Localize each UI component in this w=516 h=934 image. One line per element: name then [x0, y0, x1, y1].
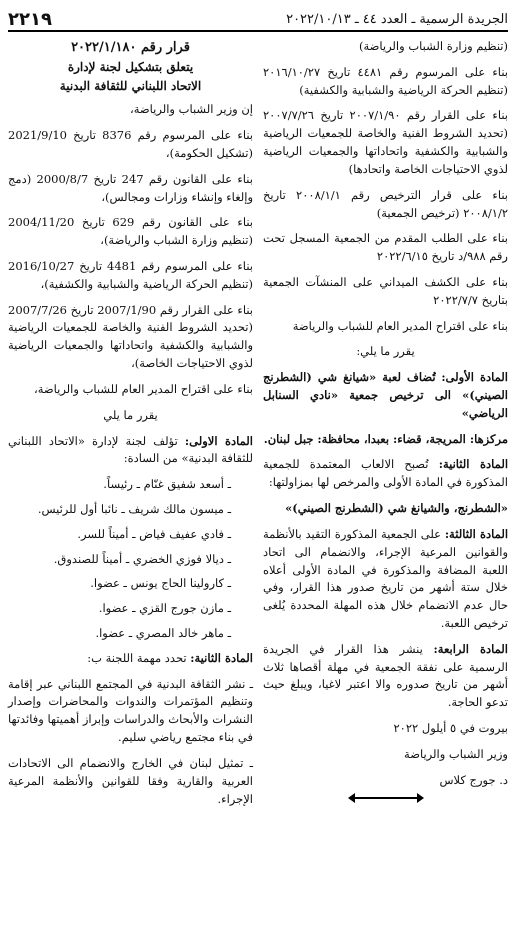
columns	[8, 38, 508, 924]
date-place: بيروت في ٥ أيلول ٢٠٢٢	[393, 721, 508, 735]
page-header	[8, 8, 508, 32]
gazette-title: الجريدة الرسمية ـ العدد ٤٤ ـ ٢٠٢٢/١٠/١٣	[286, 11, 508, 27]
page-number: ٢٢١٩	[8, 8, 52, 30]
article-4-label: المادة الرابعة:	[433, 641, 508, 656]
article-2-text: تُصبح الالعاب المعتمدة للجمعية المذكورة في المادة الأولى والمرخص لها بمزاولتها:	[263, 457, 508, 490]
minister-name: د. جورج كلاس	[439, 772, 508, 787]
paragraph: بناء على القانون رقم 247 تاريخ 2000/8/7 (دمج وإلغاء وإنشاء وزارات ومجالس)،	[8, 171, 253, 204]
article-1-label: المادة الأولى:	[441, 370, 508, 385]
paragraph: بناء على اقتراح المدير العام للشباب والرياضة،	[33, 381, 253, 396]
location: مركزها: المريجة، قضاء: بعبدا، محافظة: جبل لبنان.	[263, 431, 508, 446]
article-3	[263, 526, 508, 633]
member-item: ـ مازن جورج القزي ـ عضوا.	[98, 601, 231, 616]
article-2-label: المادة الثانية:	[190, 650, 253, 665]
intro: إن وزير الشباب والرياضة،	[130, 102, 253, 117]
task-item: ـ نشر الثقافة البدنية في المجتمع اللبناني عبر إقامة وتنظيم المؤتمرات والندوات والمحاضرات وإصدار النشرات والأبحاث والدراسات وإبراز أهميتها وفائدتها في بناء مجتمع رياضي سليم.	[8, 676, 253, 745]
paragraph: بناء على اقتراح المدير العام للشباب والرياضة	[292, 318, 508, 333]
article-2	[8, 650, 253, 668]
paragraph: (تنظيم وزارة الشباب والرياضة)	[358, 39, 508, 53]
decree-number: قرار رقم ٢٠٢٢/١/١٨٠	[71, 40, 190, 55]
article-1-text: تؤلف لجنة لإدارة «الاتحاد اللبناني للثقافة البدنية» من السادة:	[8, 433, 253, 466]
member-item: ـ فادي عفيف فياض ـ أميناً للسر.	[77, 526, 231, 541]
paragraph: بناء على القانون رقم 629 تاريخ 2004/11/20 (تنظيم وزارة الشباب والرياضة)،	[8, 215, 253, 248]
article-1	[263, 369, 508, 422]
article-1-text: تُضاف لعبة «شيانغ شي (الشطرنج الصيني)» الى ترخيص جمعية «نادي السنابل الرياضي»	[263, 370, 508, 420]
article-2	[263, 456, 508, 492]
paragraph: بناء على المرسوم رقم ٤٤٨١ تاريخ ٢٠١٦/١٠/٢٧ (تنظيم الحركة الرياضية والشبابية والكشفية)	[263, 64, 508, 97]
decree-title-line-1: يتعلق بتشكيل لجنة لإدارة	[67, 60, 194, 75]
member-item: ـ ديالا فوزي الخضري ـ أميناً للصندوق.	[53, 551, 231, 566]
article-2-text: تحدد مهمة اللجنة ب:	[87, 650, 187, 665]
end-divider	[351, 797, 421, 799]
left-column	[8, 38, 253, 924]
member-item: ـ ميسون مالك شريف ـ نائبا أول للرئيس.	[37, 501, 231, 516]
decides-line: يقرر ما يلي	[103, 407, 158, 422]
member-item: ـ ماهر خالد المصري ـ عضوا.	[95, 626, 231, 641]
article-1	[8, 433, 253, 469]
paragraph: بناء على الطلب المقدم من الجمعية المسجل تحت رقم ٩٨٨/د تاريخ ٢٠٢٢/٦/١٥	[263, 231, 508, 264]
paragraph: بناء على القرار رقم ٢٠٠٧/١/٩٠ تاريخ ٢٠٠٧/٧/٢٦ (تحديد الشروط الفنية والخاصة للجمعيات الرياضية والشبابية والكشفية واتحاداتها والجمعيات الرياضية لذوي الاحتياجات الخاصة واتحادها)	[263, 108, 508, 176]
paragraph: بناء على القرار رقم 2007/1/90 تاريخ 2007/7/26 (تحديد الشروط الفنية والخاصة للجمعيات الرياضية والشبابية والكشفية واتحاداتها والجمعيات الرياضية لذوي الاحتياجات الخاصة)،	[8, 302, 253, 371]
decides-line: يقرر ما يلي:	[356, 344, 415, 359]
decree-title-line-2: الاتحاد اللبناني للثقافة البدنية	[59, 78, 202, 93]
minister-title: وزير الشباب والرياضة	[404, 746, 508, 761]
decree-heading	[8, 38, 253, 95]
member-item: ـ أسعد شفيق غنّام ـ رئيساً.	[103, 477, 231, 492]
article-4-text: ينشر هذا القرار في الجريدة الرسمية على نفقة الجمعية في مهلة أقصاها ثلاث أشهر من تاريخ صدوره والا اعتبر لاغيا، ويبلغ حيث تدعو الحاجة.	[263, 641, 508, 710]
member-item: ـ كارولينا الحاج يونس ـ عضوا.	[90, 576, 231, 591]
article-1-label: المادة الاولى:	[184, 433, 253, 448]
article-2-label: المادة الثانية:	[438, 457, 509, 472]
article-4	[263, 641, 508, 712]
article-3-text: على الجمعية المذكورة التقيد بالأنظمة والقوانين المرعية الإجراء، والانضمام الى اتحاد اللعبة المضافة والمذكورة في المادة الأولى أعلاه خلال ستة أشهر من تاريخ صدور هذا القرار، وفي حال عدم الانضمام خلال هذه المهلة المحددة يُلغى ترخيص اللعبة.	[263, 526, 508, 630]
article-3-label: المادة الثالثة:	[444, 526, 509, 541]
games-list: «الشطرنج، والشيانغ شي (الشطرنج الصيني)»	[285, 501, 508, 516]
paragraph: بناء على الكشف الميداني على المنشآت الجمعية بتاريخ ٢٠٢٢/٧/٧	[263, 274, 508, 307]
paragraph: بناء على قرار الترخيص رقم ٢٠٠٨/١/١ تاريخ ٢٠٠٨/١/٢ (ترخيص الجمعية)	[263, 187, 508, 220]
right-column	[263, 38, 508, 924]
paragraph: بناء على المرسوم رقم 4481 تاريخ 2016/10/27 (تنظيم الحركة الرياضية والشبابية والكشفية)،	[8, 259, 253, 291]
task-item: ـ تمثيل لبنان في الخارج والانضمام الى الاتحادات العربية والقارية وفقا للقوانين والأنظمة المرعية الإجراء.	[8, 755, 253, 806]
paragraph: بناء على المرسوم رقم 8376 تاريخ 2021/9/10 (تشكيل الحكومة)،	[8, 128, 253, 160]
